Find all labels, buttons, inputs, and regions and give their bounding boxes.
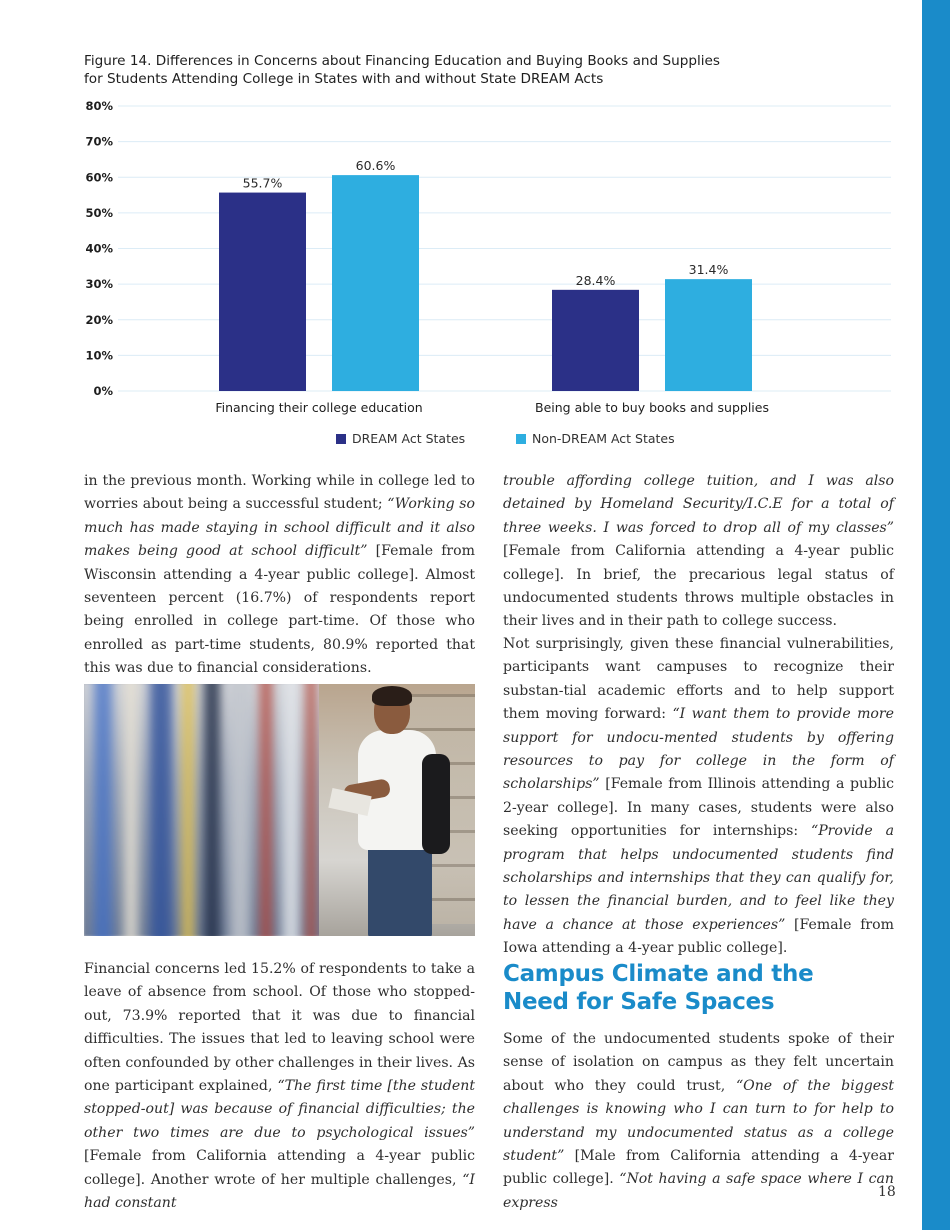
x-category-label: Being able to buy books and supplies (535, 400, 769, 415)
quote: trouble affording college tuition, and I was also detained by Homeland Security/I.C.E for a total of three weeks. I was forced to drop all of my classes” (503, 473, 894, 536)
bar-chart (0, 0, 950, 460)
section-heading-line-2: Need for Safe Spaces (503, 989, 775, 1015)
student-in-library-photo (84, 684, 475, 936)
y-tick-label: 50% (85, 205, 113, 220)
y-tick-label: 20% (85, 312, 113, 327)
bar (219, 193, 306, 391)
quote: “I had constant (84, 1171, 475, 1212)
bar (332, 175, 419, 391)
data-label: 31.4% (688, 262, 729, 278)
quote: “Not having a safe space where I can express (503, 1171, 894, 1211)
bar (665, 279, 752, 391)
y-tick-label: 60% (85, 170, 113, 185)
y-tick-label: 80% (85, 99, 113, 113)
data-label: 28.4% (575, 272, 616, 288)
quote: “Provide a program that helps undocumented students find scholarships and internships that they can qualify for, to lessen the financial burden, and to feel like they have a chance at those experiences” (503, 823, 894, 933)
legend-swatch (336, 434, 346, 444)
y-tick-label: 0% (93, 384, 113, 398)
data-label: 60.6% (355, 158, 396, 174)
y-tick-label: 70% (85, 134, 113, 149)
quote: “One of the biggest challenges is knowing who I can turn to for help to understand my undocumented status as a college student” (503, 1077, 894, 1165)
page-number: 18 (878, 1184, 896, 1200)
section-heading (503, 960, 903, 1016)
figure-title-line-2: for Students Attending College in States with and without State DREAM Acts (84, 71, 604, 87)
body-text-left-bottom: Financial concerns led 15.2% of respondents to take a leave of absence from school. Of those who stopped-out, 73.9% reported that it was due to financial difficulties. The issues that led to leaving school were often confounded by other challenges in their lives. As one participant explained, “The first time [the student stopped-out] was because of financial difficulties; the other two times are due to psychological issues” [Female from California attending a 4-year public college]. Another wrote of her multiple challenges, “I had constant (84, 961, 476, 1212)
legend-label: Non-DREAM Act States (532, 431, 675, 446)
y-tick-label: 30% (85, 277, 113, 292)
legend-swatch (516, 434, 526, 444)
quote: “The first time [the student stopped-out] was because of financial difficulties; the other two times are due to psychological issues” (84, 1078, 476, 1141)
body-text-left-top: in the previous month. Working while in college led to worries about being a successful student; “Working so much has made staying in school difficult and it also makes being good at school difficult” [Female from Wisconsin attending a 4-year public college]. Almost seventeen percent (16.7%) of respondents report being enrolled in college part-time. Of those who enrolled as part-time students, 80.9% reported that this was due to financial considerations. (84, 473, 475, 677)
quote: “Working so much has made staying in school difficult and it also makes being good at school difficult” (84, 496, 475, 560)
body-text-right-top: trouble affording college tuition, and I was also detained by Homeland Security/I.C.E for a total of three weeks. I was forced to drop all of my classes” [Female from California attending a 4-year public college]. In brief, the precarious legal status of undocumented students throws multiple obstacles in their lives and in their path to college success. (503, 473, 894, 630)
y-tick-label: 40% (85, 241, 113, 256)
body-text-right-mid: Not surprisingly, given these financial vulnerabilities, participants want campuses to recognize their substan-tial academic efforts and to help support them moving forward: “I want them to provide more support for undocu-mented students by offering resources to pay for college in the form of scholarships” [Female from Illinois attending a public 2-year college]. In many cases, students were also seeking opportunities for internships: “Provide a program that helps undocumented students find scholarships and internships that they can qualify for, to lessen the financial burden, and to feel like they have a chance at those experiences” [Female from Iowa attending a 4-year public college]. (503, 636, 894, 957)
data-label: 55.7% (242, 175, 283, 191)
x-category-label: Financing their college education (215, 400, 423, 415)
section-heading-line-1: Campus Climate and the (503, 961, 814, 987)
quote: “I want them to provide more support for undocu-mented students by offering resources to pay for college in the form of scholarships” (503, 706, 894, 793)
figure-title-line-1: Figure 14. Differences in Concerns about Financing Education and Buying Books and Supplies (84, 53, 720, 69)
y-tick-label: 10% (85, 348, 113, 363)
legend-label: DREAM Act States (352, 431, 466, 446)
bar (552, 290, 639, 391)
body-text-right-bottom: Some of the undocumented students spoke of their sense of isolation on campus as they felt uncertain about who they could trust, “One of the biggest challenges is knowing who I can turn to for help to understand my undocumented status as a college student” [Male from California attending a 4-year public college]. “Not having a safe space where I can express (503, 1031, 894, 1211)
